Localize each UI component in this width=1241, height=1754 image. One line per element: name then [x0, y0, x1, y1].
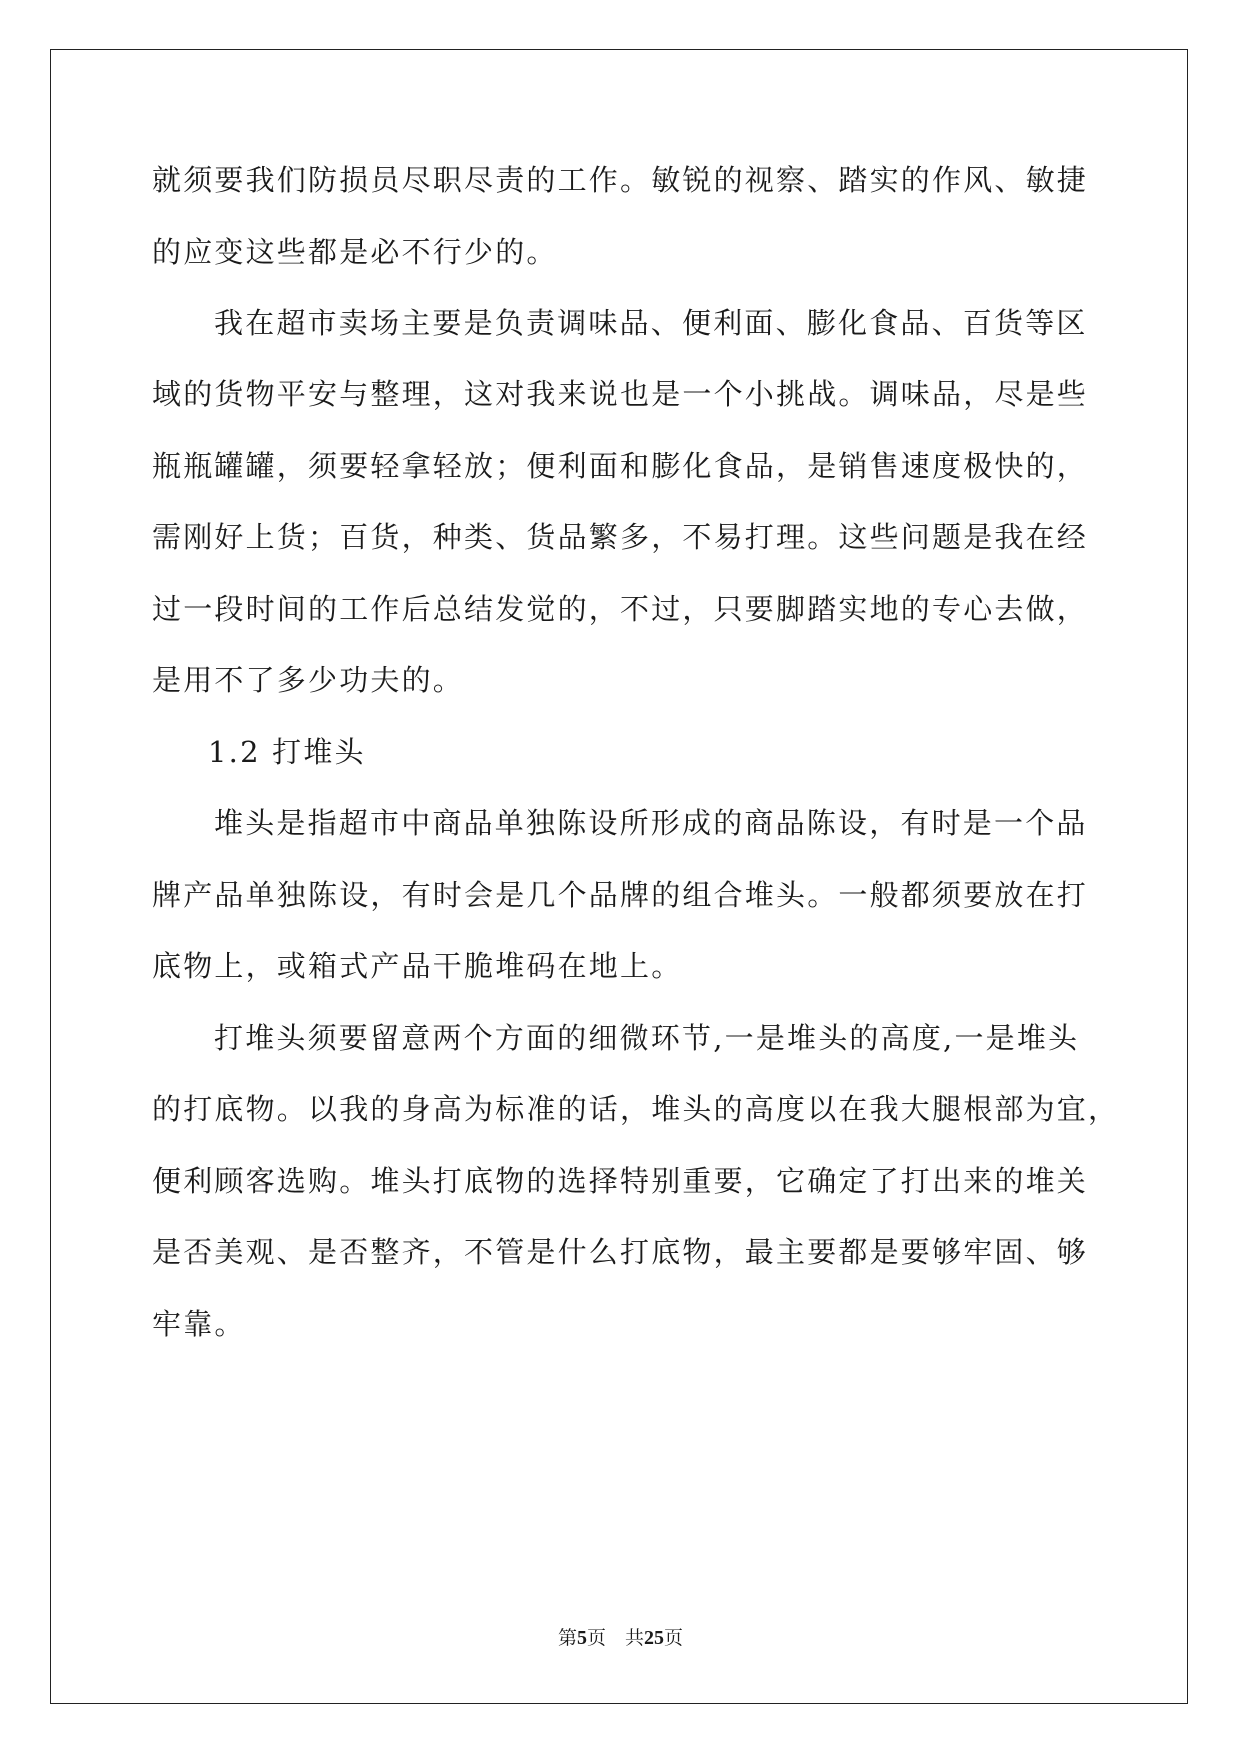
footer-suffix: 页 — [664, 1627, 684, 1649]
paragraph-start: 我在超市卖场主要是负责调味品、便利面、膨化食品、百货等区 — [214, 306, 1088, 340]
paragraph-start: 打堆头须要留意两个方面的细微环节,一是堆头的高度,一是堆头 — [214, 1021, 1080, 1055]
text-line: 便利顾客选购。堆头打底物的选择特别重要，它确定了打出来的堆关 — [152, 1164, 1089, 1198]
page-footer — [0, 1626, 1241, 1650]
section-heading: 1.2 打堆头 — [208, 735, 366, 769]
text-line: 就须要我们防损员尽职尽责的工作。敏锐的视察、踏实的作风、敏捷 — [152, 163, 1089, 197]
text-line: 瓶瓶罐罐，须要轻拿轻放；便利面和膨化食品，是销售速度极快的， — [152, 449, 1089, 483]
current-page-number: 5 — [576, 1627, 587, 1649]
footer-prefix: 第 — [557, 1627, 577, 1649]
text-line: 是否美观、是否整齐，不管是什么打底物，最主要都是要够牢固、够 — [152, 1235, 1089, 1269]
text-line: 底物上，或箱式产品干脆堆码在地上。 — [152, 949, 683, 983]
text-line: 需刚好上货；百货，种类、货品繁多，不易打理。这些问题是我在经 — [152, 520, 1089, 554]
text-line: 域的货物平安与整理，这对我来说也是一个小挑战。调味品，尽是些 — [152, 377, 1089, 411]
text-line: 过一段时间的工作后总结发觉的，不过，只要脚踏实地的专心去做， — [152, 592, 1089, 626]
total-page-count: 25 — [644, 1627, 664, 1649]
footer-middle: 页 共 — [586, 1627, 644, 1649]
text-line: 的应变这些都是必不行少的。 — [152, 235, 558, 269]
text-line: 的打底物。以我的身高为标准的话，堆头的高度以在我大腿根部为宜， — [152, 1092, 1120, 1126]
text-line: 是用不了多少功夫的。 — [152, 663, 465, 697]
text-line: 牌产品单独陈设，有时会是几个品牌的组合堆头。一般都须要放在打 — [152, 878, 1089, 912]
paragraph-start: 堆头是指超市中商品单独陈设所形成的商品陈设，有时是一个品 — [214, 806, 1088, 840]
text-line: 牢靠。 — [152, 1307, 246, 1341]
